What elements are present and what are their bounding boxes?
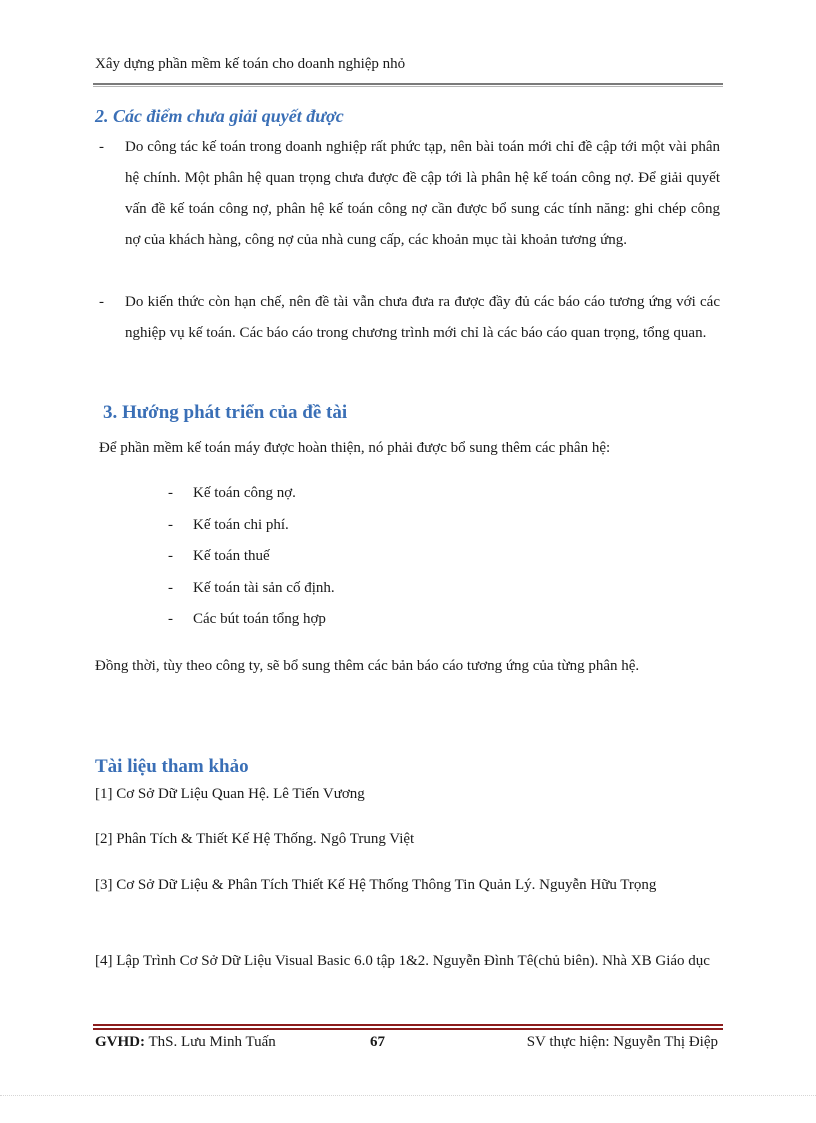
reference-item: [1] Cơ Sở Dữ Liệu Quan Hệ. Lê Tiến Vương xyxy=(95,786,365,802)
reference-item: [3] Cơ Sở Dữ Liệu & Phân Tích Thiết Kế Hệ Thống Thông Tin Quản Lý. Nguyễn Hữu Trọng xyxy=(95,877,657,893)
list-item: - Kế toán tài sản cố định. xyxy=(168,579,335,596)
module-list xyxy=(168,478,335,636)
list-item: - Kế toán công nợ. xyxy=(168,485,296,501)
list-item: - Kế toán thuế xyxy=(168,548,270,565)
footer-rule xyxy=(93,1024,723,1030)
bullet-text: Do công tác kế toán trong doanh nghiệp rất phức tạp, nên bài toán mới chỉ đề cập tới một vài phân hệ chính. Một phân hệ quan trọng chưa được đề cập tới là phân hệ kế toán công nợ. Để giải quyết vấn đề kế toán công nợ, phân hệ kế toán công nợ cần được bổ sung các tính năng: ghi chép công nợ của khách hàng, công nợ của nhà cung cấp, các khoản mục tài khoản tương ứng. xyxy=(125,139,720,248)
footer-student: SV thực hiện: Nguyễn Thị Điệp xyxy=(526,1034,718,1050)
page-number: 67 xyxy=(370,1034,385,1050)
references-heading: Tài liệu tham khảo xyxy=(95,756,249,777)
page-header-title: Xây dựng phần mềm kế toán cho doanh nghiệp nhỏ xyxy=(95,56,406,72)
bullet-text: Do kiến thức còn hạn chế, nên đề tài vẫn chưa đưa ra được đầy đủ các báo cáo tương ứng với các nghiệp vụ kế toán. Các báo cáo trong chương trình mới chỉ là các báo cáo quan trọng, tổng quan. xyxy=(125,294,720,341)
section-2-heading: 2. Các điểm chưa giải quyết được xyxy=(95,106,344,126)
reference-item: [2] Phân Tích & Thiết Kế Hệ Thống. Ngô Trung Việt xyxy=(95,831,415,847)
footer-advisor xyxy=(95,1034,276,1051)
header-rule xyxy=(93,83,723,87)
list-item: - Kế toán chi phí. xyxy=(168,516,289,533)
section-2-bullet xyxy=(99,132,720,256)
advisor-label: GVHD: xyxy=(95,1034,145,1050)
section-3-intro: Để phần mềm kế toán máy được hoàn thiện, nó phải được bổ sung thêm các phân hệ: xyxy=(99,440,611,456)
section-2-bullet xyxy=(99,287,720,349)
section-3-closing: Đồng thời, tùy theo công ty, sẽ bổ sung thêm các bản báo cáo tương ứng của từng phân hệ. xyxy=(95,658,640,674)
advisor-name: ThS. Lưu Minh Tuấn xyxy=(148,1034,276,1050)
bullet-dash: - xyxy=(99,294,104,310)
page-edge-divider xyxy=(0,1095,816,1096)
reference-item: [4] Lập Trình Cơ Sở Dữ Liệu Visual Basic 6.0 tập 1&2. Nguyễn Đình Tê(chủ biên). Nhà XB Giáo dục xyxy=(95,953,710,969)
list-item: - Các bút toán tổng hợp xyxy=(168,611,326,628)
bullet-dash: - xyxy=(99,139,104,155)
section-3-heading: 3. Hướng phát triển của đề tài xyxy=(103,402,348,423)
